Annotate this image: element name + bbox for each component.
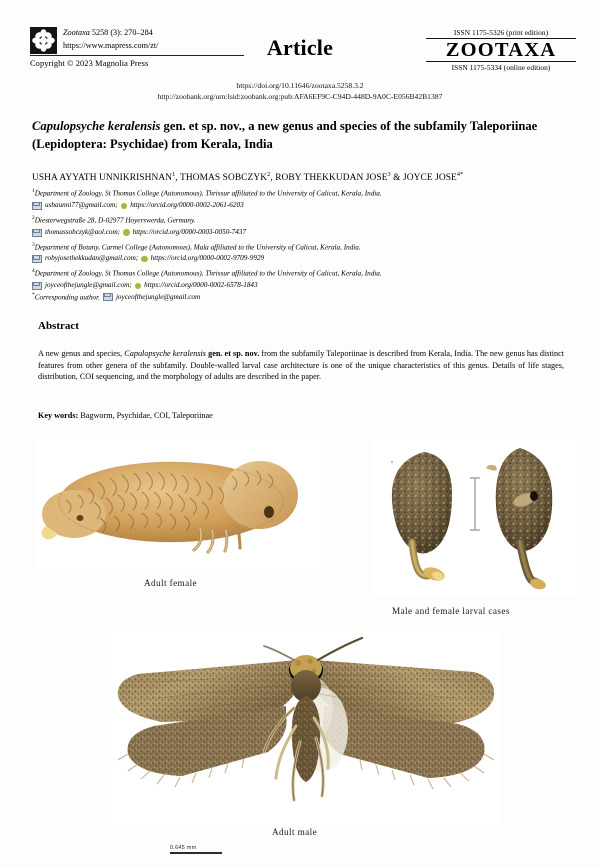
- contact-3: [32, 253, 574, 265]
- affiliation-4-sup: 4: [32, 268, 35, 275]
- affiliation-1: [32, 186, 574, 200]
- figure-adult-male-caption: Adult male: [272, 827, 318, 837]
- author-4-sup: 4*: [456, 171, 464, 178]
- contact-2-orcid[interactable]: https://orcid.org/0000-0003-0050-7437: [132, 227, 247, 236]
- figure-adult-female: [36, 440, 321, 570]
- author-4: & JOYCE JOSE: [390, 173, 457, 184]
- abstract-species-name: Capulopsyche keralensis: [124, 349, 206, 358]
- title-species-name: Capulopsyche keralensis: [32, 119, 161, 133]
- figure-adult-male: [110, 630, 500, 825]
- identifier-block: [0, 80, 600, 102]
- author-byline: [32, 168, 574, 185]
- abstract-part-1: A new genus and species,: [38, 349, 125, 358]
- orcid-icon: [135, 283, 142, 290]
- corresponding-email[interactable]: joyceofthejungle@gmail.com: [115, 293, 201, 301]
- scale-bar: [170, 845, 222, 854]
- envelope-icon: [103, 293, 113, 301]
- abstract-part-2: from the subfamily Taleporiinae is described from Kerala, India. The new genus has distinct features from other genera of the subfamily. Double-walled larval case architecture is one of the unique characteristics of this genus. Details of life stages, distribution, COI sequencing, and the morphology of adults are described in the paper.: [38, 349, 565, 382]
- keywords-label: Key words:: [38, 411, 79, 420]
- contact-4-orcid[interactable]: https://orcid.org/0000-0002-6578-1843: [144, 281, 258, 290]
- contact-1: [32, 200, 574, 212]
- figure-adult-female-caption: Adult female: [144, 578, 198, 588]
- issn-print: ISSN 1175-5326 (print edition): [453, 28, 549, 37]
- journal-name: Zootaxa: [63, 28, 90, 37]
- contact-1-orcid[interactable]: https://orcid.org/0000-0002-2061-6203: [130, 201, 244, 209]
- author-2: , THOMAS SOBCZYK: [175, 173, 268, 184]
- title-remainder: gen. et sp. nov., a new genus and species of the subfamily Taleporiinae (Lepidoptera: Psychidae) from Kerala, India: [32, 119, 538, 151]
- keywords-line: [38, 411, 564, 420]
- author-3: , ROBY THEKKUDAN JOSE: [270, 173, 388, 184]
- orcid-icon: [121, 203, 128, 210]
- journal-volume-pages: 5258 (3): 270–284: [89, 28, 153, 37]
- affiliation-3-text: Department of Botany, Carmel College (Autonomous), Mala affiliated to the University of Calicut, Kerala, India.: [34, 243, 361, 252]
- affiliation-2-text: Diesterwegstraße 28, D-02977 Hoyerswerda, Germany.: [34, 216, 196, 225]
- affiliation-1-sup: 1: [32, 188, 35, 195]
- envelope-icon: [32, 229, 42, 237]
- masthead-right: [426, 28, 576, 72]
- zootaxa-wordmark: ZOOTAXA: [426, 38, 576, 62]
- affiliation-3: [32, 240, 574, 254]
- affiliation-3-sup: 3: [32, 241, 35, 248]
- journal-url[interactable]: https://www.mapress.com/zt/: [63, 40, 159, 50]
- contact-2: [32, 227, 574, 239]
- envelope-icon: [32, 202, 42, 210]
- author-1: USHA AYYATH UNNIKRISHNAN: [32, 173, 173, 184]
- corresponding-label: Corresponding author.: [34, 293, 100, 302]
- envelope-icon: [32, 255, 42, 263]
- contact-3-orcid[interactable]: https://orcid.org/0000-0002-9709-9929: [150, 254, 265, 263]
- contact-3-email[interactable]: robyjosethekkudan@gmail.com;: [45, 254, 139, 263]
- abstract-heading: Abstract: [38, 320, 79, 332]
- author-1-sup: 1: [172, 171, 176, 178]
- orcid-icon: [123, 229, 130, 236]
- page-title: [32, 118, 570, 153]
- doi-link[interactable]: https://doi.org/10.11646/zootaxa.5258.3.2: [236, 81, 364, 90]
- keywords-value: Bagworm, Psychidae, COI, Taleporiinae: [78, 411, 213, 420]
- corresponding-sup: *: [32, 292, 35, 299]
- contact-4-email[interactable]: joyceofthejungle@gmail.com;: [45, 281, 132, 290]
- affiliation-4: [32, 266, 574, 280]
- affiliation-2: [32, 213, 574, 227]
- zoobank-link[interactable]: http://zoobank.org/urn:lsid:zoobank.org:pub:AFA6EF9C-C94D-448D-9A0C-E056B42B1387: [157, 92, 443, 101]
- corresponding-author-line: [32, 292, 574, 301]
- figure-larval-cases: [372, 438, 578, 598]
- contact-4: [32, 280, 574, 292]
- contact-2-email[interactable]: thomassobczyk@aol.com;: [45, 227, 121, 236]
- figure-larval-cases-caption: Male and female larval cases: [392, 606, 510, 616]
- scale-bar-line: [170, 852, 222, 854]
- author-3-sup: 3: [387, 171, 391, 178]
- issn-online: ISSN 1175-5334 (online edition): [451, 63, 551, 72]
- contact-1-email[interactable]: ushaunni77@gmail.com;: [45, 201, 118, 209]
- orcid-icon: [141, 256, 148, 263]
- masthead: [0, 26, 600, 88]
- affiliation-1-text: Department of Zoology, St Thomas College (Autonomous), Thrissur affiliated to the University of Calicut, Kerala, India.: [34, 189, 382, 198]
- affiliation-2-sup: 2: [32, 214, 35, 221]
- abstract-text: [38, 348, 564, 383]
- abstract-nov: gen. et sp. nov.: [206, 349, 260, 358]
- author-2-sup: 2: [267, 171, 271, 178]
- copyright-text: Copyright © 2023 Magnolia Press: [30, 58, 149, 68]
- article-type-label: Article: [266, 35, 334, 60]
- affiliation-4-text: Department of Zoology, St Thomas College (Autonomous), Thrissur affiliated to the University of Calicut, Kerala, India.: [34, 269, 382, 278]
- author-block: [32, 168, 574, 302]
- scale-bar-label: 0.645 mm: [170, 845, 197, 851]
- envelope-icon: [32, 282, 42, 290]
